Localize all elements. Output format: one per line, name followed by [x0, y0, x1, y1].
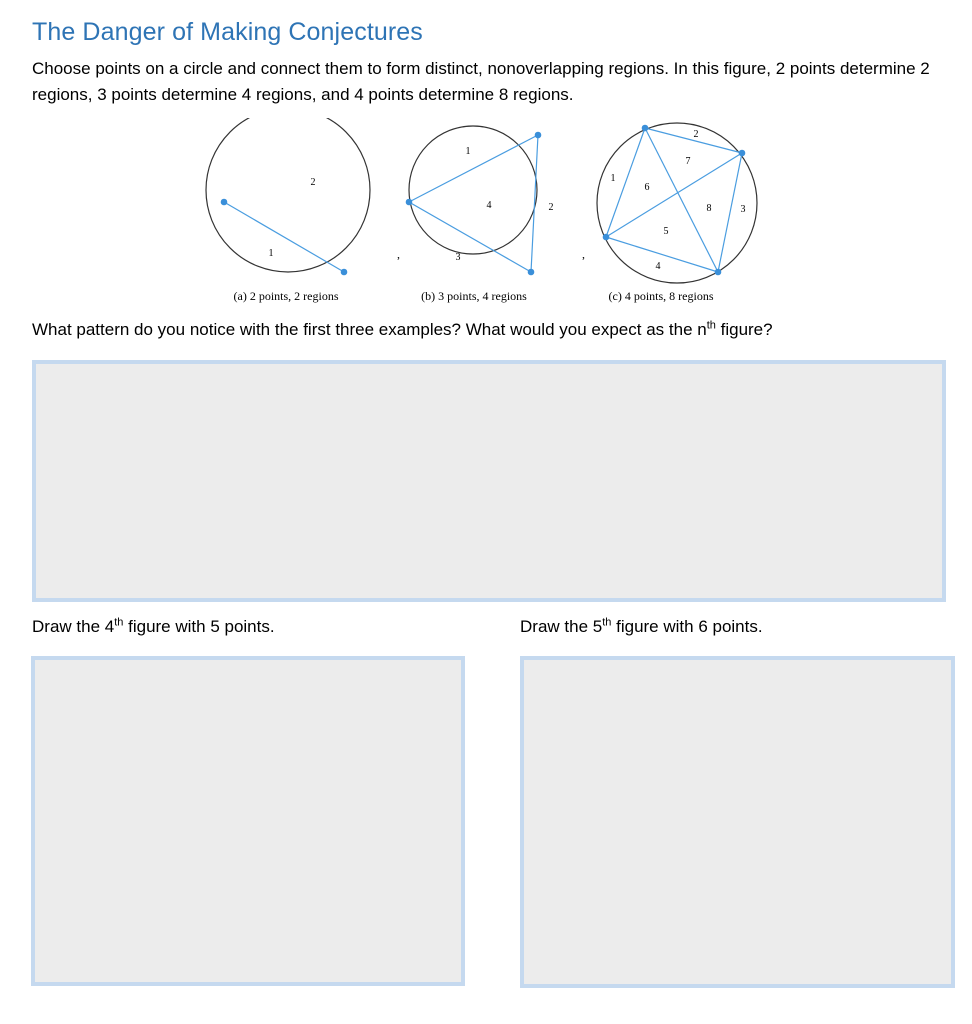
pattern-answer-box[interactable] — [32, 360, 946, 602]
region-label: 3 — [455, 252, 461, 263]
separator-comma: , — [397, 247, 400, 261]
draw-6-points-prompt: Draw the 5th figure with 6 points. — [520, 616, 763, 636]
point-marker — [535, 132, 542, 139]
region-label: 1 — [465, 146, 471, 157]
intro-paragraph: Choose points on a circle and connect them to form distinct, nonoverlapping regions. In this figure, 2 points determine 2 regions, 3 points determine 4 regions, and 4 points determine 8 regions. — [32, 59, 930, 104]
draw-6-points-box[interactable] — [520, 656, 955, 988]
draw-5-points-box[interactable] — [31, 656, 465, 986]
region-label: 1 — [610, 173, 616, 184]
point-marker — [221, 199, 228, 206]
region-label: 6 — [644, 182, 650, 193]
region-label: 2 — [548, 202, 554, 213]
point-marker — [715, 269, 722, 276]
region-label: 5 — [663, 226, 669, 237]
point-marker — [642, 125, 649, 132]
separator-comma: , — [582, 247, 585, 261]
region-label: 4 — [486, 200, 492, 211]
figure-a — [206, 118, 370, 303]
figure-a-caption: (a) 2 points, 2 regions — [233, 289, 339, 303]
figure-c-caption: (c) 4 points, 8 regions — [608, 289, 714, 303]
figure-b — [406, 126, 554, 303]
region-label: 8 — [706, 203, 712, 214]
draw-5-points-prompt: Draw the 4th figure with 5 points. — [32, 616, 275, 636]
region-label: 2 — [693, 129, 699, 140]
circle-regions-figure — [200, 118, 760, 308]
region-label: 1 — [268, 248, 274, 259]
point-marker — [739, 150, 746, 157]
point-marker — [528, 269, 535, 276]
point-marker — [406, 199, 413, 206]
page-title: The Danger of Making Conjectures — [32, 18, 423, 46]
pattern-question: What pattern do you notice with the first three examples? What would you expect as the $n^{th}$ figure? — [32, 319, 773, 339]
region-label: 3 — [740, 204, 746, 215]
figure-c — [597, 123, 757, 303]
region-label: 4 — [655, 261, 661, 272]
region-label: 2 — [310, 177, 316, 188]
point-marker — [603, 234, 610, 241]
figure-b-caption: (b) 3 points, 4 regions — [421, 289, 527, 303]
point-marker — [341, 269, 348, 276]
region-label: 7 — [685, 156, 691, 167]
